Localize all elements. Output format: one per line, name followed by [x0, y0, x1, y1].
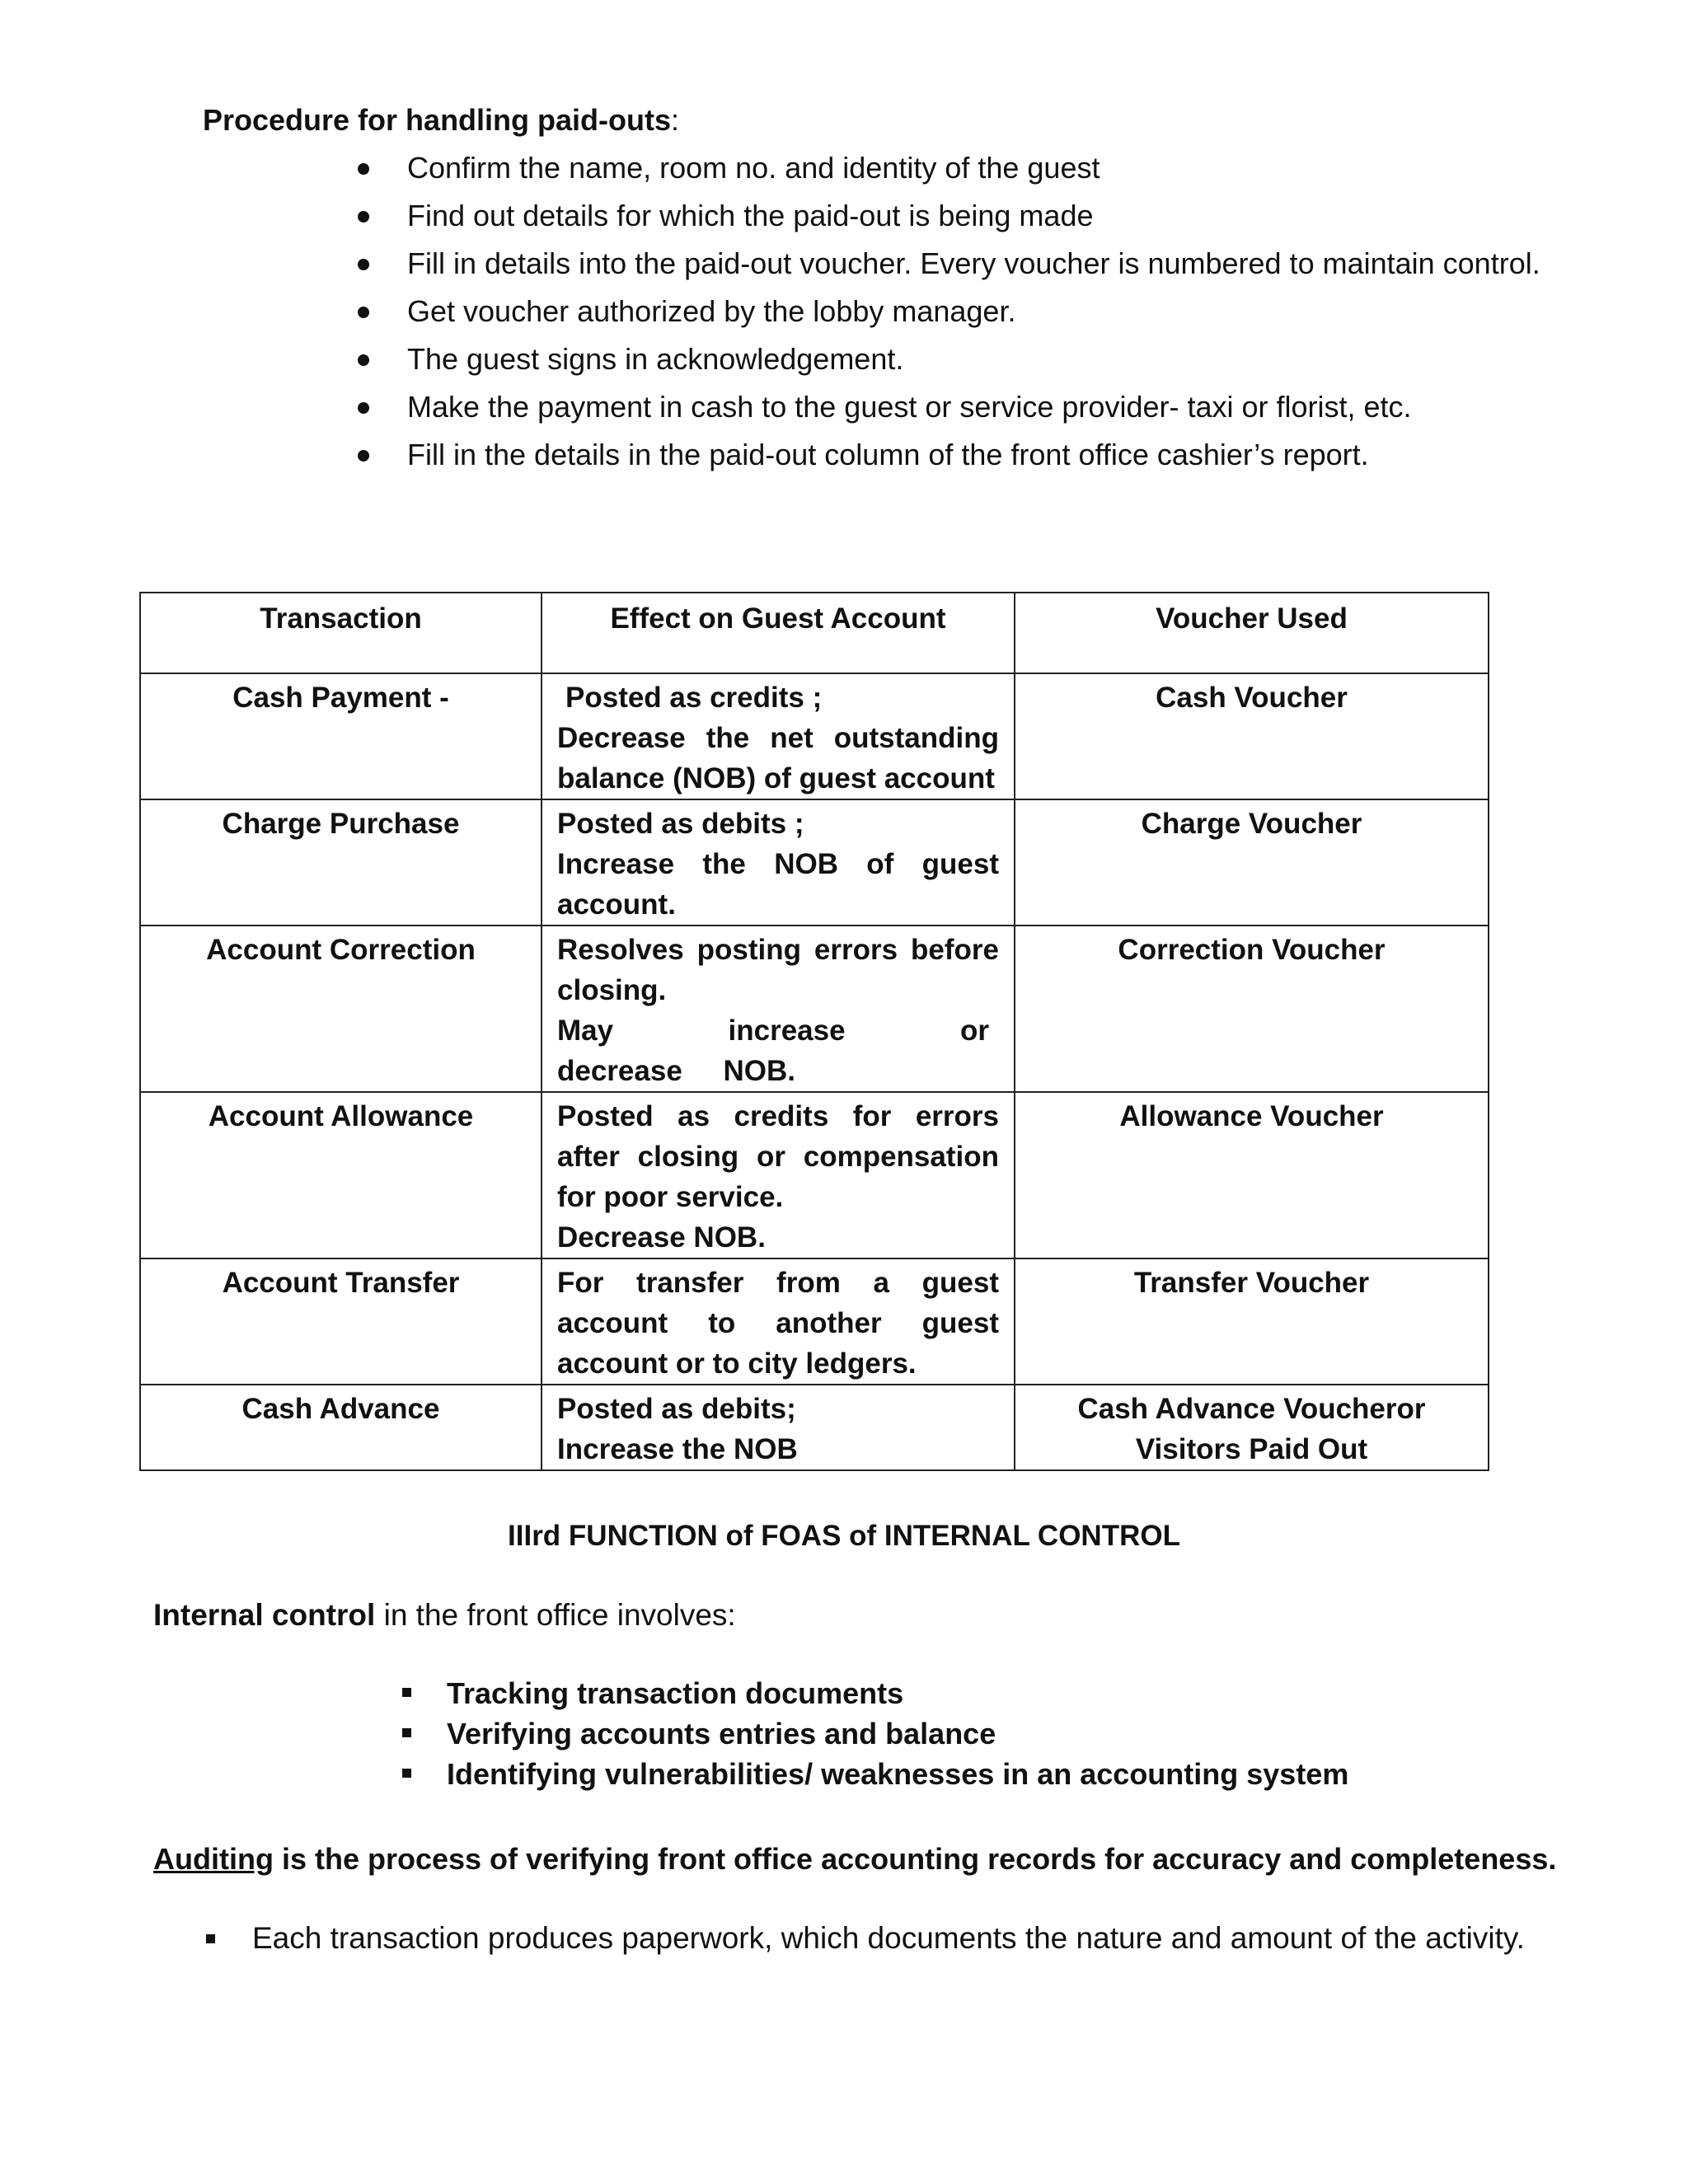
- list-item: Find out details for which the paid-out is being made: [354, 193, 1541, 239]
- effect-line: Posted as credits for errors after closing or compensation for poor service.: [557, 1100, 999, 1213]
- header-effect: Effect on Guest Account: [610, 602, 946, 635]
- procedure-heading-text: Procedure for handling paid-outs: [203, 103, 672, 137]
- list-item: Get voucher authorized by the lobby manager.: [354, 288, 1541, 335]
- header-cell: [1015, 593, 1489, 673]
- internal-control-term: Internal control: [153, 1598, 376, 1632]
- voucher-cell: [1015, 673, 1489, 799]
- transaction-cell: [140, 1258, 542, 1385]
- voucher-cell: [1015, 1092, 1489, 1258]
- auditing-list: [206, 1915, 1525, 1961]
- effect-line: Posted as debits;: [557, 1393, 796, 1425]
- effect-line: Posted as credits ;: [565, 682, 823, 714]
- table-row: [140, 673, 1489, 799]
- effect-line: May increase or decrease NOB.: [557, 1015, 989, 1087]
- effect-cell: [542, 673, 1015, 799]
- internal-control-rest: in the front office involves:: [375, 1598, 736, 1632]
- internal-control-list: [402, 1673, 1348, 1794]
- table-header-row: [140, 593, 1489, 673]
- voucher-name: Cash Advance Voucheror: [1077, 1393, 1426, 1425]
- effect-line: Resolves posting errors before closing.: [557, 934, 999, 1006]
- effect-cell: [542, 1092, 1015, 1258]
- table-row: [140, 1092, 1489, 1258]
- auditing-rest: is the process of verifying front office accounting records for accuracy and completeness.: [273, 1842, 1557, 1876]
- voucher-cell: [1015, 799, 1489, 926]
- transaction-name: Cash Advance: [241, 1393, 440, 1425]
- transaction-cell: [140, 673, 542, 799]
- effect-line: Increase the NOB of guest account.: [557, 848, 999, 921]
- transaction-name: Cash Payment -: [232, 682, 449, 714]
- list-item: Each transaction produces paperwork, which documents the nature and amount of the activity.: [206, 1915, 1525, 1961]
- effect-line: Decrease the net outstanding balance (NOB) of guest account: [557, 722, 999, 794]
- transaction-cell: [140, 1092, 542, 1258]
- voucher-cell: [1015, 926, 1489, 1092]
- voucher-name: Cash Voucher: [1156, 682, 1348, 714]
- header-transaction: Transaction: [260, 602, 422, 635]
- list-item: Verifying accounts entries and balance: [402, 1713, 1348, 1754]
- function-heading: IIIrd FUNCTION of FOAS of INTERNAL CONTROL: [508, 1520, 1180, 1552]
- effect-line: For transfer from a guest account to another guest account or to city ledgers.: [557, 1267, 999, 1380]
- internal-control-intro: [153, 1592, 736, 1638]
- transaction-cell: [140, 1385, 542, 1470]
- effect-line: Increase the NOB: [557, 1433, 798, 1465]
- voucher-name: Visitors Paid Out: [1135, 1433, 1368, 1465]
- table-row: [140, 1258, 1489, 1385]
- effect-line: Decrease NOB.: [557, 1221, 766, 1254]
- procedure-heading-colon: :: [671, 103, 680, 137]
- list-item: Fill in details into the paid-out voucher. Every voucher is numbered to maintain control.: [354, 241, 1541, 287]
- voucher-table: [139, 592, 1489, 1471]
- table-row: [140, 799, 1489, 926]
- header-voucher: Voucher Used: [1156, 602, 1348, 635]
- voucher-name: Correction Voucher: [1118, 934, 1386, 966]
- transaction-cell: [140, 926, 542, 1092]
- procedure-steps-list: [354, 145, 1541, 480]
- voucher-cell: [1015, 1258, 1489, 1385]
- voucher-cell: [1015, 1385, 1489, 1470]
- voucher-name: Allowance Voucher: [1119, 1100, 1384, 1132]
- transaction-name: Charge Purchase: [222, 808, 460, 840]
- effect-cell: [542, 1258, 1015, 1385]
- voucher-name: Charge Voucher: [1141, 808, 1362, 840]
- header-cell: [542, 593, 1015, 673]
- list-item: The guest signs in acknowledgement.: [354, 336, 1541, 382]
- list-item: Make the payment in cash to the guest or service provider- taxi or florist, etc.: [354, 384, 1541, 430]
- transaction-cell: [140, 799, 542, 926]
- auditing-term: Auditing: [153, 1842, 274, 1876]
- transaction-name: Account Correction: [206, 934, 476, 966]
- list-item: Identifying vulnerabilities/ weaknesses in an accounting system: [402, 1754, 1348, 1794]
- list-item: Fill in the details in the paid-out column of the front office cashier’s report.: [354, 432, 1541, 478]
- transaction-name: Account Transfer: [222, 1267, 460, 1299]
- table-row: [140, 926, 1489, 1092]
- transaction-name: Account Allowance: [208, 1100, 474, 1132]
- effect-cell: [542, 1385, 1015, 1470]
- list-item: Tracking transaction documents: [402, 1673, 1348, 1713]
- procedure-heading: [203, 97, 679, 143]
- effect-line: Posted as debits ;: [557, 808, 804, 840]
- effect-cell: [542, 926, 1015, 1092]
- table-row: [140, 1385, 1489, 1470]
- header-cell: [140, 593, 542, 673]
- voucher-name: Transfer Voucher: [1133, 1267, 1370, 1299]
- list-item: Confirm the name, room no. and identity of the guest: [354, 145, 1541, 191]
- auditing-definition: [153, 1836, 1556, 1882]
- effect-cell: [542, 799, 1015, 926]
